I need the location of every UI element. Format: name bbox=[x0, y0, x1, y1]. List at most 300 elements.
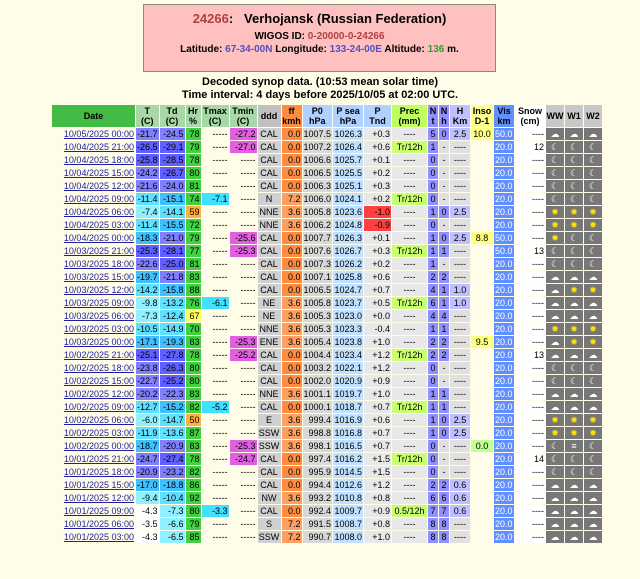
tmax-cell: ----- bbox=[202, 232, 229, 244]
inso-cell bbox=[471, 245, 493, 257]
temp-cell: -17.1 bbox=[137, 337, 158, 347]
prec-cell: ---- bbox=[392, 323, 427, 335]
wind-speed-cell: 7.2 bbox=[282, 193, 302, 205]
w1-icon: ☁ bbox=[565, 271, 583, 283]
date-link[interactable]: 10/03/2025 03:00 bbox=[52, 323, 135, 335]
ptnd-cell: +0.9 bbox=[364, 375, 391, 387]
ww-icon: ☁ bbox=[546, 518, 564, 530]
nh-cell: 0 bbox=[439, 427, 449, 439]
dewpoint-cell: -15.2 bbox=[160, 401, 185, 413]
h-cell: ---- bbox=[450, 375, 470, 387]
inso-cell bbox=[471, 271, 493, 283]
w2-icon: ☾ bbox=[584, 362, 602, 374]
w1-icon: ☁ bbox=[565, 388, 583, 400]
wind-speed-cell: 0.0 bbox=[282, 128, 302, 140]
w2-icon: ☾ bbox=[584, 167, 602, 179]
wind-speed-cell: 3.6 bbox=[282, 427, 302, 439]
col-header-16: Vis km bbox=[494, 105, 514, 127]
tmax-cell: ----- bbox=[202, 323, 229, 335]
p0-cell: 995.9 bbox=[303, 466, 333, 478]
wind-dir-cell: CAL bbox=[258, 349, 281, 361]
date-link[interactable]: 10/01/2025 09:00 bbox=[52, 505, 135, 517]
ww-icon: ☁ bbox=[546, 128, 564, 140]
wind-speed-cell: 3.6 bbox=[282, 414, 302, 426]
ww-icon: ✹ bbox=[546, 414, 564, 426]
date-link[interactable]: 10/02/2025 15:00 bbox=[52, 375, 135, 387]
prec-cell: Tr/12h bbox=[392, 245, 427, 257]
wind-dir-cell: CAL bbox=[258, 401, 281, 413]
table-row bbox=[52, 141, 602, 153]
ptnd-cell: +1.2 bbox=[364, 362, 391, 374]
wind-speed-cell: 0.0 bbox=[282, 349, 302, 361]
inso-cell bbox=[471, 219, 493, 231]
prec-cell: ---- bbox=[392, 427, 427, 439]
snow-cell: ---- bbox=[515, 193, 545, 205]
vis-cell: 20.0 bbox=[495, 207, 513, 217]
col-header-1: T (C) bbox=[136, 105, 159, 127]
psea-cell: 1024.8 bbox=[334, 220, 363, 230]
tmin-cell: ----- bbox=[230, 193, 257, 205]
psea-cell: 1020.9 bbox=[334, 376, 363, 386]
dewpoint-cell: -28.5 bbox=[160, 154, 185, 166]
dewpoint-cell: -6.6 bbox=[160, 518, 185, 530]
vis-cell: 20.0 bbox=[495, 519, 513, 529]
h-cell: ---- bbox=[450, 180, 470, 192]
tmin-cell: ----- bbox=[230, 388, 257, 400]
h-cell: ---- bbox=[450, 219, 470, 231]
w1-icon: ☾ bbox=[565, 375, 583, 387]
psea-cell: 1023.4 bbox=[334, 350, 363, 360]
wind-speed-cell: 0.0 bbox=[282, 258, 302, 270]
humidity-cell: 82 bbox=[186, 401, 201, 413]
inso-cell bbox=[471, 362, 493, 374]
tmin-cell: -25.2 bbox=[230, 349, 257, 361]
humidity-cell: 50 bbox=[186, 414, 201, 426]
tmin-cell: ----- bbox=[230, 401, 257, 413]
date-link[interactable]: 10/04/2025 12:00 bbox=[52, 180, 135, 192]
wind-dir-cell: N bbox=[258, 193, 281, 205]
date-link[interactable]: 10/03/2025 15:00 bbox=[52, 271, 135, 283]
h-cell: ---- bbox=[450, 466, 470, 478]
nt-cell: 1 bbox=[428, 401, 438, 413]
tmax-cell: ----- bbox=[202, 271, 229, 283]
p0-cell: 990.7 bbox=[303, 531, 333, 543]
tmax-cell: ----- bbox=[202, 466, 229, 478]
date-link[interactable]: 10/02/2025 09:00 bbox=[52, 401, 135, 413]
table-row bbox=[52, 531, 602, 543]
nh-cell: 1 bbox=[439, 323, 449, 335]
ptnd-cell: +0.0 bbox=[364, 310, 391, 322]
table-row bbox=[52, 180, 602, 192]
vis-cell: 20.0 bbox=[495, 454, 513, 464]
tmax-cell: ----- bbox=[202, 518, 229, 530]
p0-cell: 1006.2 bbox=[303, 220, 332, 230]
psea-cell: 1025.8 bbox=[334, 272, 363, 282]
tmax-cell: -6.1 bbox=[202, 297, 229, 309]
nt-cell: 8 bbox=[428, 531, 438, 543]
date-link[interactable]: 10/02/2025 18:00 bbox=[52, 362, 135, 374]
wind-speed-cell: 0.0 bbox=[282, 180, 302, 192]
wind-dir-cell: NNE bbox=[259, 389, 279, 399]
temp-cell: -21.6 bbox=[137, 181, 158, 191]
date-link[interactable]: 10/05/2025 00:00 bbox=[52, 128, 135, 140]
ptnd-cell: +0.3 bbox=[364, 180, 391, 192]
nh-cell: - bbox=[439, 453, 449, 465]
date-link[interactable]: 10/01/2025 12:00 bbox=[52, 492, 135, 504]
h-cell: ---- bbox=[450, 362, 470, 374]
inso-cell bbox=[471, 453, 493, 465]
tmax-cell: ----- bbox=[202, 427, 229, 439]
vis-cell: 20.0 bbox=[495, 168, 513, 178]
p0-cell: 991.5 bbox=[303, 518, 333, 530]
nh-cell: 1 bbox=[439, 297, 449, 309]
psea-cell: 1026.2 bbox=[334, 259, 363, 269]
col-header-19: W1 bbox=[565, 105, 583, 127]
p0-cell: 998.1 bbox=[303, 440, 333, 452]
w2-icon: ☾ bbox=[584, 440, 602, 452]
temp-cell: -7.4 bbox=[136, 206, 159, 218]
wind-dir-cell: NNE bbox=[259, 324, 279, 334]
date-link[interactable]: 10/01/2025 15:00 bbox=[52, 479, 135, 491]
wind-speed-cell: 0.0 bbox=[282, 453, 302, 465]
p0-cell: 1005.3 bbox=[303, 311, 332, 321]
tmin-cell: ----- bbox=[230, 206, 257, 218]
date-link[interactable]: 10/04/2025 21:00 bbox=[52, 141, 135, 153]
wind-speed-cell: 0.0 bbox=[282, 284, 302, 296]
dewpoint-cell: -26.7 bbox=[160, 167, 185, 179]
tmax-cell: ----- bbox=[202, 245, 229, 257]
tmin-cell: ----- bbox=[230, 375, 257, 387]
inso-cell bbox=[471, 141, 493, 153]
prec-cell: ---- bbox=[392, 440, 427, 452]
inso-cell bbox=[471, 401, 493, 413]
date-link[interactable]: 10/02/2025 03:00 bbox=[52, 427, 135, 439]
ptnd-cell: +0.7 bbox=[364, 401, 391, 413]
date-link[interactable]: 10/01/2025 18:00 bbox=[52, 466, 135, 478]
col-header-9: P sea hPa bbox=[333, 105, 363, 127]
date-link[interactable]: 10/04/2025 15:00 bbox=[52, 167, 135, 179]
ptnd-cell: +1.0 bbox=[364, 336, 391, 348]
wind-speed-cell: 0.0 bbox=[282, 154, 302, 166]
vis-cell: 20.0 bbox=[495, 259, 513, 269]
humidity-cell: 92 bbox=[186, 492, 201, 504]
date-link[interactable]: 10/03/2025 21:00 bbox=[52, 245, 135, 257]
wind-speed-cell: 0.0 bbox=[282, 167, 302, 179]
wind-speed-cell: 0.0 bbox=[282, 271, 302, 283]
snow-cell: 14 bbox=[515, 453, 545, 465]
snow-cell: ---- bbox=[515, 440, 545, 452]
nh-cell: 0 bbox=[439, 206, 449, 218]
wind-dir-cell: CAL bbox=[258, 167, 281, 179]
vis-cell: 20.0 bbox=[495, 506, 513, 516]
nh-cell: 0 bbox=[439, 414, 449, 426]
date-link[interactable]: 10/01/2025 21:00 bbox=[52, 453, 135, 465]
vis-cell: 50.0 bbox=[495, 233, 513, 243]
wind-dir-cell: CAL bbox=[258, 232, 281, 244]
temp-cell: -24.2 bbox=[137, 168, 158, 178]
ptnd-cell: +1.5 bbox=[364, 466, 391, 478]
snow-cell: 12 bbox=[515, 141, 545, 153]
prec-cell: ---- bbox=[392, 219, 427, 231]
wind-speed-cell: 0.0 bbox=[282, 232, 302, 244]
h-cell: ---- bbox=[450, 193, 470, 205]
psea-cell: 1023.7 bbox=[334, 298, 363, 308]
col-header-0: Date bbox=[52, 105, 135, 127]
humidity-cell: 70 bbox=[186, 323, 201, 335]
w1-icon: ☾ bbox=[565, 167, 583, 179]
col-header-14: H Km bbox=[450, 105, 470, 127]
ptnd-cell: +0.7 bbox=[364, 427, 391, 439]
wind-dir-cell: NNE bbox=[259, 220, 279, 230]
lon-label: Longitude: bbox=[275, 44, 327, 55]
w1-icon: ☾ bbox=[565, 154, 583, 166]
inso-cell bbox=[471, 284, 493, 296]
prec-cell: Tr/12h bbox=[392, 297, 427, 309]
wind-dir-cell: S bbox=[258, 518, 281, 530]
ww-icon: ☁ bbox=[546, 401, 564, 413]
wind-dir-cell: NNE bbox=[259, 207, 279, 217]
w2-icon: ☁ bbox=[584, 479, 602, 491]
tmax-cell: ----- bbox=[202, 310, 229, 322]
h-cell: ---- bbox=[450, 531, 470, 543]
tmax-cell: ----- bbox=[202, 349, 229, 361]
date-link[interactable]: 10/03/2025 06:00 bbox=[52, 310, 135, 322]
nt-cell: 1 bbox=[428, 206, 438, 218]
p0-cell: 1003.2 bbox=[303, 363, 332, 373]
h-cell: ---- bbox=[450, 167, 470, 179]
temp-cell: -21.7 bbox=[137, 129, 158, 139]
table-row bbox=[52, 128, 602, 140]
inso-cell bbox=[471, 466, 493, 478]
humidity-cell: 79 bbox=[186, 141, 201, 153]
p0-cell: 1006.0 bbox=[303, 194, 332, 204]
psea-cell: 1010.8 bbox=[334, 493, 363, 503]
nt-cell: 0 bbox=[428, 362, 438, 374]
date-link[interactable]: 10/03/2025 18:00 bbox=[52, 258, 135, 270]
temp-cell: -9.8 bbox=[136, 297, 159, 309]
wind-dir-cell: SSW bbox=[258, 428, 280, 438]
col-header-10: P Tnd bbox=[364, 105, 391, 127]
inso-cell bbox=[471, 297, 493, 309]
humidity-cell: 87 bbox=[186, 427, 201, 439]
tmin-cell: -24.7 bbox=[230, 453, 257, 465]
snow-cell: ---- bbox=[515, 518, 545, 530]
temp-cell: -22.6 bbox=[137, 259, 158, 269]
dewpoint-cell: -13.6 bbox=[160, 427, 185, 439]
h-cell: ---- bbox=[450, 349, 470, 361]
table-row bbox=[52, 479, 602, 491]
temp-cell: -19.7 bbox=[137, 272, 158, 282]
h-cell: ---- bbox=[450, 388, 470, 400]
snow-cell: ---- bbox=[515, 466, 545, 478]
table-header-row bbox=[52, 105, 602, 127]
nt-cell: 0 bbox=[428, 180, 438, 192]
p0-cell: 1005.8 bbox=[303, 298, 332, 308]
tmin-cell: ----- bbox=[230, 323, 257, 335]
col-header-5: Tmin (C) bbox=[230, 105, 257, 127]
ww-icon: ☾ bbox=[546, 154, 564, 166]
psea-cell: 1025.1 bbox=[334, 181, 363, 191]
wind-speed-cell: 0.0 bbox=[282, 375, 302, 387]
tmax-cell: ----- bbox=[202, 141, 229, 153]
dewpoint-cell: -29.1 bbox=[160, 141, 185, 153]
w2-icon: ☁ bbox=[584, 310, 602, 322]
ww-icon: ☁ bbox=[546, 271, 564, 283]
w2-icon: ✹ bbox=[584, 206, 602, 218]
w2-icon: ☾ bbox=[584, 180, 602, 192]
h-cell: 0.6 bbox=[450, 479, 470, 491]
psea-cell: 1023.0 bbox=[334, 311, 363, 321]
nh-cell: 4 bbox=[439, 310, 449, 322]
lat-label: Latitude: bbox=[180, 44, 223, 55]
humidity-cell: 80 bbox=[186, 167, 201, 179]
wind-speed-cell: 0.0 bbox=[282, 141, 302, 153]
h-cell: ---- bbox=[450, 245, 470, 257]
date-link[interactable]: 10/01/2025 03:00 bbox=[52, 531, 135, 543]
tmax-cell: -3.3 bbox=[202, 505, 229, 517]
nt-cell: 0 bbox=[428, 375, 438, 387]
prec-cell: ---- bbox=[392, 518, 427, 530]
wind-speed-cell: 3.6 bbox=[282, 336, 302, 348]
ptnd-cell: +0.3 bbox=[364, 128, 391, 140]
ptnd-cell: +0.7 bbox=[364, 440, 391, 452]
lon-value: 133-24-00E bbox=[329, 44, 382, 55]
psea-cell: 1016.9 bbox=[334, 415, 363, 425]
table-row bbox=[52, 232, 602, 244]
date-link[interactable]: 10/01/2025 06:00 bbox=[52, 518, 135, 530]
prec-cell: 0.5/12h bbox=[392, 505, 427, 517]
tmin-cell: ----- bbox=[230, 531, 257, 543]
humidity-cell: 80 bbox=[186, 375, 201, 387]
inso-cell bbox=[471, 505, 493, 517]
nt-cell: 1 bbox=[428, 258, 438, 270]
table-row bbox=[52, 336, 602, 348]
dewpoint-cell: -13.2 bbox=[160, 297, 185, 309]
h-cell: 2.5 bbox=[450, 414, 470, 426]
snow-cell: ---- bbox=[515, 492, 545, 504]
wigos-label: WIGOS ID: bbox=[254, 31, 306, 42]
w2-icon: ☾ bbox=[584, 232, 602, 244]
vis-cell: 20.0 bbox=[495, 402, 513, 412]
date-link[interactable]: 10/02/2025 12:00 bbox=[52, 388, 135, 400]
dewpoint-cell: -24.5 bbox=[160, 128, 185, 140]
nt-cell: 1 bbox=[428, 427, 438, 439]
w2-icon: ✹ bbox=[584, 336, 602, 348]
dewpoint-cell: -21.0 bbox=[160, 232, 185, 244]
w1-icon: ☁ bbox=[565, 310, 583, 322]
vis-cell: 20.0 bbox=[495, 324, 513, 334]
snow-cell: ---- bbox=[515, 297, 545, 309]
psea-cell: 1008.7 bbox=[334, 519, 363, 529]
nh-cell: - bbox=[439, 375, 449, 387]
w1-icon: ☁ bbox=[565, 349, 583, 361]
table-row bbox=[52, 362, 602, 374]
nt-cell: 2 bbox=[428, 336, 438, 348]
p0-cell: 1006.3 bbox=[303, 181, 332, 191]
col-header-8: P0 hPa bbox=[303, 105, 333, 127]
humidity-cell: 78 bbox=[186, 154, 201, 166]
date-link[interactable]: 10/04/2025 09:00 bbox=[52, 193, 135, 205]
nh-cell: 1 bbox=[439, 388, 449, 400]
date-link[interactable]: 10/02/2025 06:00 bbox=[52, 414, 135, 426]
h-cell: ---- bbox=[450, 323, 470, 335]
alt-value: 136 bbox=[427, 44, 445, 55]
nh-cell: 1 bbox=[439, 284, 449, 296]
tmin-cell: ----- bbox=[230, 414, 257, 426]
psea-cell: 1023.6 bbox=[334, 207, 363, 217]
wind-speed-cell: 0.0 bbox=[282, 505, 302, 517]
humidity-cell: 83 bbox=[186, 440, 201, 452]
table-row bbox=[52, 323, 602, 335]
nh-cell: - bbox=[439, 219, 449, 231]
psea-cell: 1012.6 bbox=[334, 480, 363, 490]
vis-cell: 20.0 bbox=[495, 428, 513, 438]
w1-icon: ☁ bbox=[565, 505, 583, 517]
tmin-cell: ----- bbox=[230, 427, 257, 439]
inso-cell bbox=[471, 193, 493, 205]
temp-cell: -18.7 bbox=[137, 441, 158, 451]
wind-dir-cell: CAL bbox=[258, 180, 281, 192]
humidity-cell: 76 bbox=[186, 297, 201, 309]
date-link[interactable]: 10/02/2025 00:00 bbox=[52, 440, 135, 452]
dewpoint-cell: -19.3 bbox=[160, 336, 185, 348]
w1-icon: ☾ bbox=[565, 141, 583, 153]
inso-cell bbox=[471, 167, 493, 179]
w2-icon: ☾ bbox=[584, 466, 602, 478]
vis-cell: 20.0 bbox=[495, 194, 513, 204]
temp-cell: -22.7 bbox=[137, 376, 158, 386]
alt-unit: m. bbox=[447, 44, 459, 55]
snow-cell: ---- bbox=[515, 284, 545, 296]
date-link[interactable]: 10/03/2025 09:00 bbox=[52, 297, 135, 309]
humidity-cell: 83 bbox=[186, 336, 201, 348]
tmax-cell: -7.1 bbox=[202, 193, 229, 205]
vis-cell: 20.0 bbox=[495, 467, 513, 477]
inso-cell bbox=[471, 492, 493, 504]
snow-cell: ---- bbox=[515, 258, 545, 270]
date-link[interactable]: 10/04/2025 03:00 bbox=[52, 219, 135, 231]
date-link[interactable]: 10/04/2025 18:00 bbox=[52, 154, 135, 166]
inso-cell bbox=[471, 180, 493, 192]
col-header-7: ff kmh bbox=[282, 106, 301, 126]
w2-icon: ✹ bbox=[584, 284, 602, 296]
subtitle-interval: Time interval: 4 days before 2025/10/05 at 02:00 UTC. bbox=[181, 89, 459, 101]
ww-icon: ☁ bbox=[546, 297, 564, 309]
date-link[interactable]: 10/03/2025 12:00 bbox=[52, 284, 135, 296]
prec-cell: ---- bbox=[392, 479, 427, 491]
w2-icon: ☁ bbox=[584, 401, 602, 413]
vis-cell: 20.0 bbox=[495, 389, 513, 399]
inso-cell bbox=[471, 479, 493, 491]
prec-cell: ---- bbox=[392, 154, 427, 166]
p0-cell: 994.4 bbox=[303, 479, 333, 491]
nt-cell: 1 bbox=[428, 414, 438, 426]
psea-cell: 1016.8 bbox=[334, 428, 363, 438]
date-link[interactable]: 10/04/2025 06:00 bbox=[52, 206, 135, 218]
tmin-cell: ----- bbox=[230, 167, 257, 179]
date-link[interactable]: 10/02/2025 21:00 bbox=[52, 349, 135, 361]
table-row bbox=[52, 219, 602, 231]
vis-cell: 20.0 bbox=[495, 441, 513, 451]
date-link[interactable]: 10/03/2025 00:00 bbox=[52, 336, 135, 348]
date-link[interactable]: 10/04/2025 00:00 bbox=[52, 232, 135, 244]
prec-cell: ---- bbox=[392, 531, 427, 543]
ww-icon: ☾ bbox=[546, 453, 564, 465]
prec-cell: ---- bbox=[392, 206, 427, 218]
prec-cell: ---- bbox=[392, 167, 427, 179]
tmin-cell: -27.2 bbox=[230, 128, 257, 140]
nt-cell: 0 bbox=[428, 154, 438, 166]
